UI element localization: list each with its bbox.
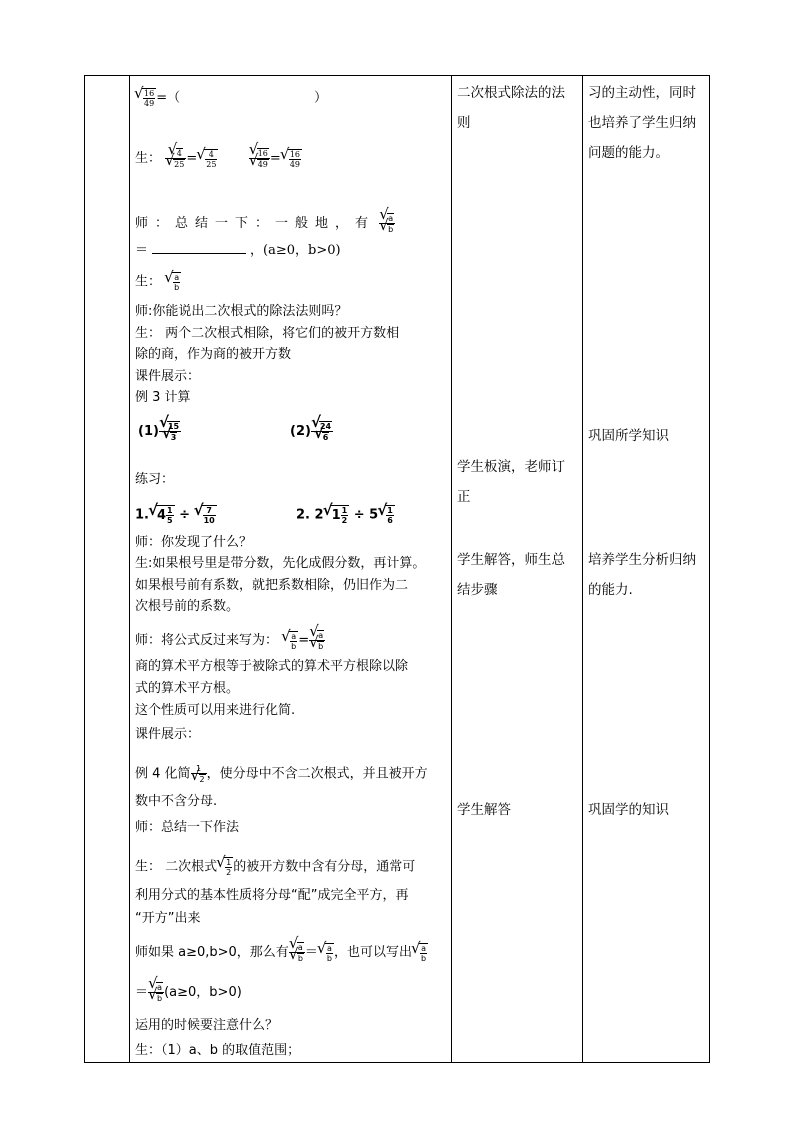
line-16: 如果根号前有系数，就把系数相除，仍旧作为二 (135, 578, 409, 593)
col4-analysis: 培养学生分析归纳的能力. (588, 552, 696, 598)
col3-answer: 学生解答 (457, 802, 511, 818)
line-8: 除的商，作为商的被开方数 (135, 347, 292, 362)
line-29: 师如果 a≥0,b>0，那么有 √ a √ b ＝ √ $\frac{a}{b}$ ，也可以写出 √ $\frac{a}{b}$ (135, 942, 428, 963)
line-19: 商的算术平方根等于被除式的算术平方根除以除 (135, 659, 409, 674)
col3-rule: 二次根式除法的法则 (457, 85, 565, 131)
col-border-1 (84, 75, 85, 1063)
line-23: 例 4 化简 1 √ 2 ，使分母中不含二次根式，并且被开方 (135, 764, 428, 784)
example-3-part-2: (2) √ 24 √ 6 (290, 421, 333, 442)
line-25: 师：总结一下作法 (135, 820, 240, 835)
line-5: 生： √ $\frac{a}{b}$ (135, 272, 181, 292)
line-3: 师：总结一下：一般地，有 √ a √ b (135, 213, 395, 234)
line-32: 生：（1）a、b 的取值范围； (135, 1043, 301, 1058)
line-22: 课件展示： (135, 727, 201, 742)
line-2: 生： √ 4 √ 25 = √ $\frac{4}{25}$ √ 16 √ 49 = √ $\frac{16}{49}$ (135, 148, 302, 169)
col-border-3 (451, 75, 452, 1063)
col3-summary: 学生解答，师生总结步骤 (457, 552, 565, 598)
line-12: 练习： (135, 472, 175, 487)
col3-board: 学生板演，老师订正 (457, 459, 565, 505)
line-15: 生:如果根号里是带分数，先化成假分数，再计算。 (135, 556, 426, 571)
example-3-part-1: (1) √ 15 √ 3 (138, 421, 181, 442)
exercise-2: 2. 2√ 1 $\frac{1}{2}$ ÷ 5 √ $\frac{1}{6}$ (296, 505, 395, 525)
answer-blank (152, 243, 246, 254)
line-17: 次根号前的系数。 (135, 599, 240, 614)
col4-knowledge: 巩固学的知识 (588, 802, 669, 818)
line-31: 运用的时候要注意什么？ (135, 1018, 279, 1033)
line-1: √ $\frac{16}{49}$ =（ ） (135, 88, 327, 108)
table-top-border (84, 75, 710, 76)
line-14: 师：你发现了什么？ (135, 535, 253, 550)
exercise-1: 1.√ 4 $\frac{1}{5}$ ÷ √ $\frac{7}{10}$ (135, 505, 217, 525)
table-bottom-border (84, 1062, 710, 1063)
col4-initiative: 习的主动性，同时也培养了学生归纳问题的能力。 (588, 85, 696, 161)
col-border-4 (582, 75, 583, 1063)
col4-consolidate: 巩固所学知识 (588, 428, 669, 444)
col-border-5 (709, 75, 710, 1063)
line-18: 师：将公式反过来写为： √ $\frac{a}{b}$ = √ a √ b (135, 630, 325, 651)
sqrt-symbol: √ $\frac{16}{49}$ (135, 88, 156, 108)
line-4: ＝ ，(a≥0，b>0) (135, 243, 341, 258)
line-28: “开方”出来 (135, 911, 201, 926)
col-border-2 (129, 75, 130, 1063)
line-6: 师:你能说出二次根式的除法法则吗？ (135, 304, 348, 319)
line-10: 例 3 计算 (135, 390, 191, 405)
line-9: 课件展示： (135, 369, 201, 384)
line-7: 生： 两个二次根式相除，将它们的被开方数相 (135, 326, 400, 341)
line-26: 生： 二次根式 √ $\frac{1}{2}$ 的被开方数中含有分母，通常可 (135, 857, 415, 877)
line-27: 利用分式的基本性质将分母“配”成完全平方，再 (135, 888, 409, 903)
line-20: 式的算术平方根。 (135, 681, 240, 696)
line-21: 这个性质可以用来进行化简. (135, 703, 296, 718)
line-30: ＝ √ a √ b (a≥0，b>0) (135, 982, 242, 1003)
line-24: 数中不含分母. (135, 794, 218, 809)
